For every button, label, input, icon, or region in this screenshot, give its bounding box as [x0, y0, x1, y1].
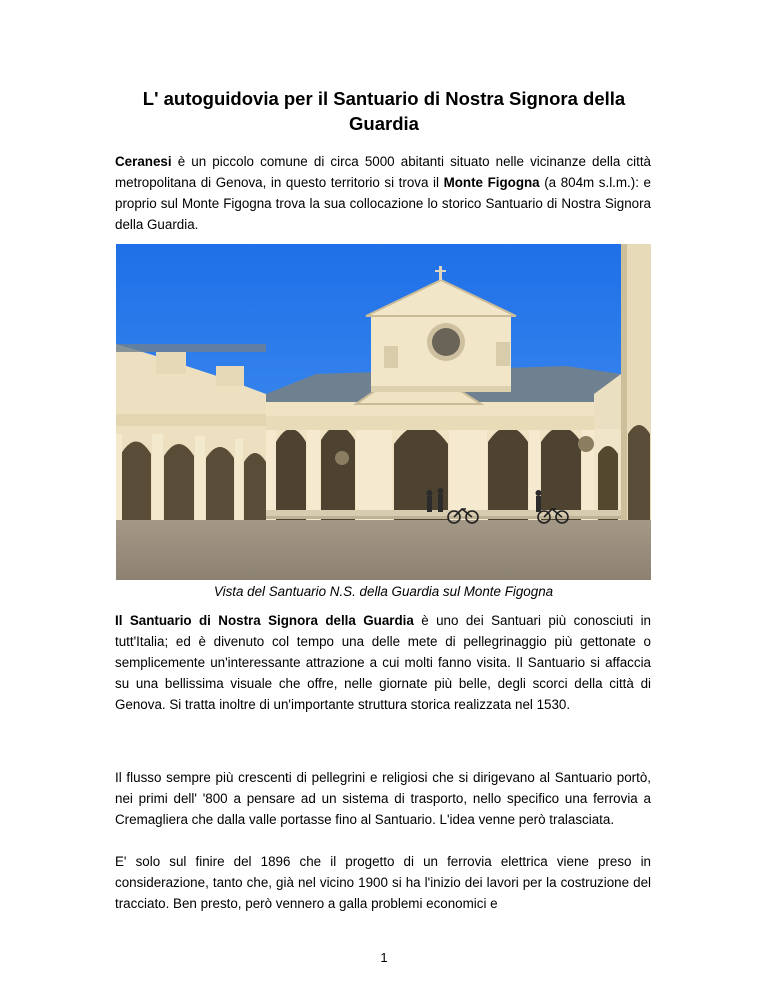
paragraph-santuario — [115, 610, 651, 715]
intro-bold-ceranesi: Ceranesi — [115, 154, 172, 169]
santuario-photo — [116, 244, 651, 580]
title-line-2: Guardia — [349, 113, 419, 134]
intro-paragraph — [115, 151, 651, 235]
intro-text-1: è un piccolo comune di circa 5000 abitanti situato nelle vicinanze della città metropolitana di Genova, in questo territorio si trova il — [115, 154, 651, 190]
paragraph-flusso: Il flusso sempre più crescenti di pellegrini e religiosi che si dirigevano al Santuario portò, nei primi dell' '800 a pensare ad un sistema di trasporto, nello specifico una ferrovia a Cremagliera che dalla valle portasse fino al Santuario. L'idea venne però tralasciata. — [115, 770, 651, 827]
title-line-1: L' autoguidovia per il Santuario di Nostra Signora della — [142, 88, 626, 109]
document-title — [110, 86, 658, 136]
intro-text-2: (a 804m s.l.m.): e proprio sul Monte Figogna trova la sua collocazione lo storico Santuario di Nostra Signora della Guardia. — [115, 175, 651, 232]
paragraph-santuario-bold: Il Santuario di Nostra Signora della Guardia — [115, 613, 414, 628]
intro-bold-monte-figogna: Monte Figogna — [443, 175, 540, 190]
paragraph-santuario-text: è uno dei Santuari più conosciuti in tutt'Italia; ed è divenuto col tempo una delle mete di pellegrinaggio più gettonate o semplicemente un'interessante attrazione a cui molti fanno visita. Il Santuario si affaccia su una bellissima visuale che offre, nelle giornate più belle, degli scorci della città di Genova. Si tratta inoltre di un'importante struttura storica realizzata nel 1530. — [115, 613, 652, 712]
photo-caption: Vista del Santuario N.S. della Guardia sul Monte Figogna — [213, 584, 554, 599]
page-number: 1 — [380, 950, 388, 965]
paragraph-ferrovia: E' solo sul finire del 1896 che il progetto di un ferrovia elettrica viene preso in considerazione, tanto che, già nel vicino 1900 si ha l'inizio dei lavori per la costruzione del tracciato. Ben presto, però vennero a galla problemi economici e — [115, 854, 651, 911]
